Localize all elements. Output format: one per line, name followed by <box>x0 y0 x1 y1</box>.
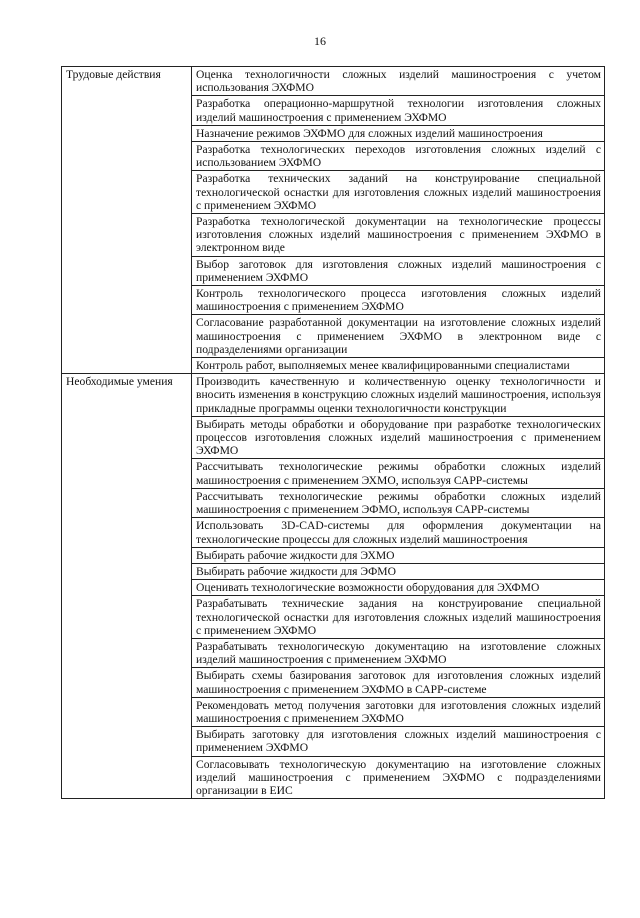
table-cell-item: Назначение режимов ЭХФМО для сложных изделий машиностроения <box>192 125 605 141</box>
page-number: 16 <box>314 34 326 48</box>
table-cell-item: Выбирать схемы базирования заготовок для изготовления сложных изделий машиностроения с применением ЭХФМО в САРР-системе <box>192 668 605 697</box>
table-cell-item: Выбор заготовок для изготовления сложных изделий машиностроения с применением ЭХФМО <box>192 256 605 285</box>
table-cell-item: Рассчитывать технологические режимы обработки сложных изделий машиностроения с применением ЭФМО, используя САРР-системы <box>192 488 605 517</box>
table-cell-item: Выбирать методы обработки и оборудование при разработке технологических процессов изготовления сложных изделий машиностроения с применением ЭХФМО <box>192 416 605 459</box>
table-cell-item: Выбирать заготовку для изготовления сложных изделий машиностроения с применением ЭХФМО <box>192 727 605 756</box>
table-cell-item: Разработка операционно-маршрутной технологии изготовления сложных изделий машиностроения с применением ЭХФМО <box>192 96 605 125</box>
table-cell-item: Разрабатывать технические задания на конструирование специальной технологической оснастки для изготовления сложных изделий машиностроения с применением ЭХФМО <box>192 596 605 639</box>
table-cell-item: Согласовывать технологическую документацию на изготовление сложных изделий машиностроения с применением ЭХФМО с подразделениями организации в ЕИС <box>192 756 605 799</box>
table-cell-item: Разработка технических заданий на конструирование специальной технологической оснастки для изготовления сложных изделий машиностроения с применением ЭХФМО <box>192 171 605 214</box>
section-label: Трудовые действия <box>62 67 192 374</box>
table-row <box>62 67 605 96</box>
table-cell-item: Оценка технологичности сложных изделий машиностроения с учетом использования ЭХФМО <box>192 67 605 96</box>
requirements-table <box>61 66 605 799</box>
requirements-table-body <box>62 67 605 799</box>
table-cell-item: Рассчитывать технологические режимы обработки сложных изделий машиностроения с применением ЭХМО, используя САРР-системы <box>192 459 605 488</box>
table-cell-item: Рекомендовать метод получения заготовки для изготовления сложных изделий машиностроения с применением ЭХФМО <box>192 697 605 726</box>
table-cell-item: Контроль технологического процесса изготовления сложных изделий машиностроения с применением ЭХФМО <box>192 286 605 315</box>
table-cell-item: Производить качественную и количественную оценку технологичности и вносить изменения в конструкцию сложных изделий машиностроения, используя прикладные программы оценки технологичности конструкции <box>192 374 605 417</box>
table-cell-item: Выбирать рабочие жидкости для ЭФМО <box>192 563 605 579</box>
table-cell-item: Выбирать рабочие жидкости для ЭХМО <box>192 547 605 563</box>
table-cell-item: Контроль работ, выполняемых менее квалифицированными специалистами <box>192 358 605 374</box>
table-cell-item: Согласование разработанной документации на изготовление сложных изделий машиностроения с применением ЭХФМО в электронном виде с подразделениями организации <box>192 315 605 358</box>
table-cell-item: Разработка технологической документации на технологические процессы изготовления сложных изделий машиностроения с применением ЭХФМО в электронном виде <box>192 214 605 257</box>
table-cell-item: Разработка технологических переходов изготовления сложных изделий с использованием ЭХФМО <box>192 142 605 171</box>
table-cell-item: Использовать 3D-CAD-системы для оформления документации на технологические процессы для сложных изделий машиностроения <box>192 518 605 547</box>
table-cell-item: Оценивать технологические возможности оборудования для ЭХФМО <box>192 580 605 596</box>
table-row <box>62 374 605 417</box>
table-cell-item: Разрабатывать технологическую документацию на изготовление сложных изделий машиностроения с применением ЭХФМО <box>192 638 605 667</box>
section-label: Необходимые умения <box>62 374 192 799</box>
